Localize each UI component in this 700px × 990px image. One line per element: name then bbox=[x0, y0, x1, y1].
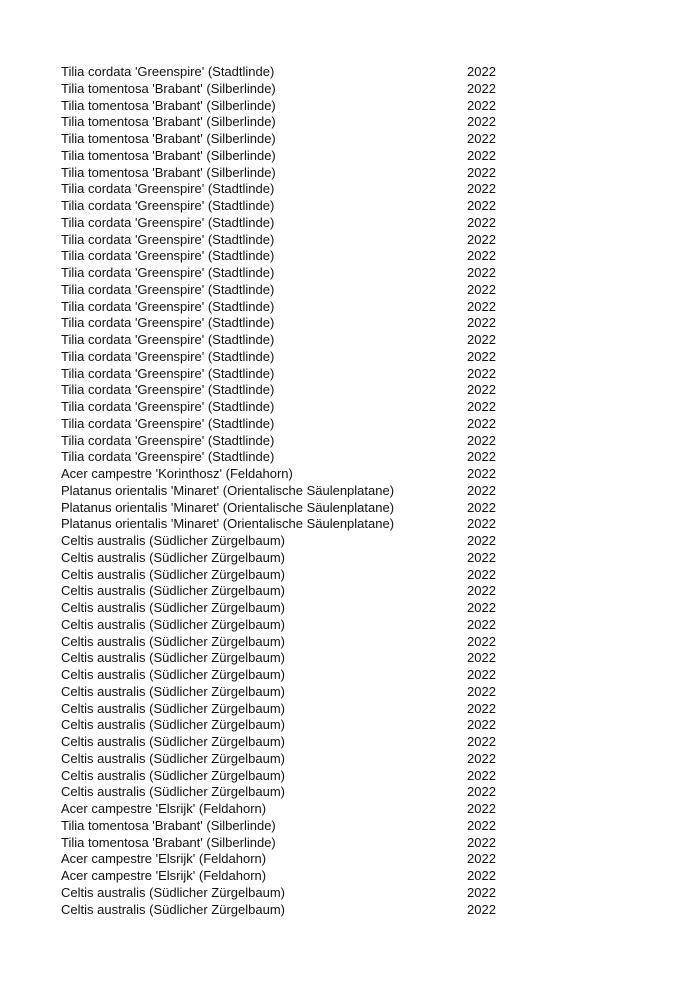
list-item bbox=[61, 851, 521, 868]
list-item bbox=[61, 684, 521, 701]
list-item bbox=[61, 114, 521, 131]
list-item bbox=[61, 282, 521, 299]
tree-species-name: Tilia cordata 'Greenspire' (Stadtlinde) bbox=[61, 298, 275, 314]
list-item bbox=[61, 902, 521, 919]
list-item bbox=[61, 248, 521, 265]
tree-list bbox=[61, 64, 521, 918]
tree-species-name: Celtis australis (Südlicher Zürgelbaum) bbox=[61, 633, 285, 649]
tree-species-name: Celtis australis (Südlicher Zürgelbaum) bbox=[61, 884, 285, 900]
tree-species-name: Celtis australis (Südlicher Zürgelbaum) bbox=[61, 717, 285, 733]
list-item bbox=[61, 433, 521, 450]
tree-species-name: Celtis australis (Südlicher Zürgelbaum) bbox=[61, 549, 285, 565]
planting-year: 2022 bbox=[467, 834, 496, 850]
list-item bbox=[61, 64, 521, 81]
planting-year: 2022 bbox=[467, 281, 496, 297]
planting-year: 2022 bbox=[467, 516, 496, 532]
list-item bbox=[61, 466, 521, 483]
list-item bbox=[61, 667, 521, 684]
list-item bbox=[61, 650, 521, 667]
planting-year: 2022 bbox=[467, 868, 496, 883]
tree-species-name: Acer campestre 'Elsrijk' (Feldahorn) bbox=[61, 851, 267, 867]
tree-species-name: Celtis australis (Südlicher Zürgelbaum) bbox=[61, 583, 285, 599]
planting-year: 2022 bbox=[467, 432, 496, 448]
tree-species-name: Tilia tomentosa 'Brabant' (Silberlinde) bbox=[61, 114, 276, 130]
tree-species-name: Celtis australis (Südlicher Zürgelbaum) bbox=[61, 700, 285, 716]
planting-year: 2022 bbox=[467, 533, 496, 548]
planting-year: 2022 bbox=[467, 399, 496, 414]
tree-species-name: Platanus orientalis 'Minaret' (Orientalische Säulenplatane) bbox=[61, 499, 395, 515]
planting-year: 2022 bbox=[467, 616, 496, 632]
list-item bbox=[61, 131, 521, 148]
list-item bbox=[61, 416, 521, 433]
list-item bbox=[61, 366, 521, 383]
tree-species-name: Celtis australis (Südlicher Zürgelbaum) bbox=[61, 750, 285, 766]
planting-year: 2022 bbox=[467, 114, 496, 130]
planting-year: 2022 bbox=[467, 750, 496, 766]
planting-year: 2022 bbox=[467, 549, 496, 565]
tree-species-name: Tilia cordata 'Greenspire' (Stadtlinde) bbox=[61, 198, 275, 213]
tree-species-name: Tilia cordata 'Greenspire' (Stadtlinde) bbox=[61, 382, 275, 398]
list-item bbox=[61, 600, 521, 617]
list-item bbox=[61, 567, 521, 584]
tree-species-name: Tilia cordata 'Greenspire' (Stadtlinde) bbox=[61, 214, 275, 230]
list-item bbox=[61, 717, 521, 734]
planting-year: 2022 bbox=[467, 449, 496, 465]
tree-species-name: Tilia cordata 'Greenspire' (Stadtlinde) bbox=[61, 415, 275, 431]
list-item bbox=[61, 533, 521, 550]
planting-year: 2022 bbox=[467, 415, 496, 431]
tree-species-name: Tilia cordata 'Greenspire' (Stadtlinde) bbox=[61, 332, 275, 347]
planting-year: 2022 bbox=[467, 332, 496, 347]
tree-species-name: Tilia tomentosa 'Brabant' (Silberlinde) bbox=[61, 131, 276, 146]
tree-species-name: Celtis australis (Südlicher Zürgelbaum) bbox=[61, 667, 285, 682]
planting-year: 2022 bbox=[467, 231, 496, 247]
tree-species-name: Tilia cordata 'Greenspire' (Stadtlinde) bbox=[61, 231, 275, 247]
tree-species-name: Celtis australis (Südlicher Zürgelbaum) bbox=[61, 683, 285, 699]
planting-year: 2022 bbox=[467, 248, 496, 264]
tree-species-name: Acer campestre 'Elsrijk' (Feldahorn) bbox=[61, 868, 267, 883]
planting-year: 2022 bbox=[467, 817, 496, 833]
tree-species-name: Tilia tomentosa 'Brabant' (Silberlinde) bbox=[61, 80, 276, 96]
tree-species-name: Celtis australis (Südlicher Zürgelbaum) bbox=[61, 784, 285, 800]
tree-species-name: Tilia cordata 'Greenspire' (Stadtlinde) bbox=[61, 348, 275, 364]
planting-year: 2022 bbox=[467, 600, 496, 615]
tree-species-name: Tilia cordata 'Greenspire' (Stadtlinde) bbox=[61, 64, 275, 79]
planting-year: 2022 bbox=[467, 97, 496, 113]
planting-year: 2022 bbox=[467, 884, 496, 900]
tree-species-name: Celtis australis (Südlicher Zürgelbaum) bbox=[61, 600, 285, 615]
list-item bbox=[61, 835, 521, 852]
tree-species-name: Celtis australis (Südlicher Zürgelbaum) bbox=[61, 533, 285, 548]
planting-year: 2022 bbox=[467, 466, 496, 481]
planting-year: 2022 bbox=[467, 80, 496, 96]
tree-species-name: Platanus orientalis 'Minaret' (Orientalische Säulenplatane) bbox=[61, 482, 395, 498]
list-item bbox=[61, 617, 521, 634]
planting-year: 2022 bbox=[467, 181, 496, 197]
tree-species-name: Tilia cordata 'Greenspire' (Stadtlinde) bbox=[61, 181, 275, 197]
planting-year: 2022 bbox=[467, 784, 496, 800]
tree-species-name: Platanus orientalis 'Minaret' (Orientalische Säulenplatane) bbox=[61, 516, 395, 532]
list-item bbox=[61, 449, 521, 466]
planting-year: 2022 bbox=[467, 198, 496, 213]
tree-species-name: Tilia cordata 'Greenspire' (Stadtlinde) bbox=[61, 365, 275, 381]
planting-year: 2022 bbox=[467, 700, 496, 716]
tree-species-name: Tilia cordata 'Greenspire' (Stadtlinde) bbox=[61, 399, 275, 414]
planting-year: 2022 bbox=[467, 214, 496, 230]
list-item bbox=[61, 399, 521, 416]
list-item bbox=[61, 500, 521, 517]
tree-species-name: Tilia cordata 'Greenspire' (Stadtlinde) bbox=[61, 248, 275, 264]
tree-species-name: Tilia tomentosa 'Brabant' (Silberlinde) bbox=[61, 164, 276, 180]
planting-year: 2022 bbox=[467, 315, 496, 331]
tree-species-name: Celtis australis (Südlicher Zürgelbaum) bbox=[61, 616, 285, 632]
tree-species-name: Celtis australis (Südlicher Zürgelbaum) bbox=[61, 566, 285, 582]
list-item bbox=[61, 550, 521, 567]
list-item bbox=[61, 81, 521, 98]
list-item bbox=[61, 165, 521, 182]
planting-year: 2022 bbox=[467, 499, 496, 515]
list-item bbox=[61, 299, 521, 316]
list-item bbox=[61, 516, 521, 533]
list-item bbox=[61, 483, 521, 500]
tree-species-name: Tilia tomentosa 'Brabant' (Silberlinde) bbox=[61, 817, 276, 833]
tree-species-name: Tilia tomentosa 'Brabant' (Silberlinde) bbox=[61, 147, 276, 163]
tree-species-name: Tilia cordata 'Greenspire' (Stadtlinde) bbox=[61, 265, 275, 280]
tree-species-name: Celtis australis (Südlicher Zürgelbaum) bbox=[61, 901, 285, 917]
tree-species-name: Tilia cordata 'Greenspire' (Stadtlinde) bbox=[61, 449, 275, 465]
tree-species-name: Celtis australis (Südlicher Zürgelbaum) bbox=[61, 734, 285, 749]
list-item bbox=[61, 181, 521, 198]
planting-year: 2022 bbox=[467, 147, 496, 163]
list-item bbox=[61, 332, 521, 349]
planting-year: 2022 bbox=[467, 901, 496, 917]
planting-year: 2022 bbox=[467, 717, 496, 733]
list-item bbox=[61, 382, 521, 399]
planting-year: 2022 bbox=[467, 482, 496, 498]
tree-species-name: Tilia cordata 'Greenspire' (Stadtlinde) bbox=[61, 281, 275, 297]
list-item bbox=[61, 784, 521, 801]
list-item bbox=[61, 98, 521, 115]
list-item bbox=[61, 701, 521, 718]
list-item bbox=[61, 198, 521, 215]
planting-year: 2022 bbox=[467, 650, 496, 666]
planting-year: 2022 bbox=[467, 64, 496, 79]
tree-species-name: Acer campestre 'Elsrijk' (Feldahorn) bbox=[61, 801, 267, 816]
tree-species-name: Celtis australis (Südlicher Zürgelbaum) bbox=[61, 767, 285, 783]
list-item bbox=[61, 818, 521, 835]
list-item bbox=[61, 349, 521, 366]
list-item bbox=[61, 885, 521, 902]
planting-year: 2022 bbox=[467, 767, 496, 783]
planting-year: 2022 bbox=[467, 566, 496, 582]
planting-year: 2022 bbox=[467, 164, 496, 180]
planting-year: 2022 bbox=[467, 667, 496, 682]
list-item bbox=[61, 315, 521, 332]
planting-year: 2022 bbox=[467, 131, 496, 146]
planting-year: 2022 bbox=[467, 365, 496, 381]
planting-year: 2022 bbox=[467, 734, 496, 749]
planting-year: 2022 bbox=[467, 801, 496, 816]
list-item bbox=[61, 232, 521, 249]
tree-species-name: Tilia cordata 'Greenspire' (Stadtlinde) bbox=[61, 432, 275, 448]
list-item bbox=[61, 768, 521, 785]
tree-species-name: Acer campestre 'Korinthosz' (Feldahorn) bbox=[61, 466, 293, 481]
planting-year: 2022 bbox=[467, 298, 496, 314]
planting-year: 2022 bbox=[467, 851, 496, 867]
planting-year: 2022 bbox=[467, 583, 496, 599]
list-item bbox=[61, 634, 521, 651]
tree-species-name: Tilia tomentosa 'Brabant' (Silberlinde) bbox=[61, 834, 276, 850]
tree-species-name: Tilia tomentosa 'Brabant' (Silberlinde) bbox=[61, 97, 276, 113]
tree-species-name: Tilia cordata 'Greenspire' (Stadtlinde) bbox=[61, 315, 275, 331]
list-item bbox=[61, 751, 521, 768]
tree-species-name: Celtis australis (Südlicher Zürgelbaum) bbox=[61, 650, 285, 666]
planting-year: 2022 bbox=[467, 633, 496, 649]
planting-year: 2022 bbox=[467, 265, 496, 280]
list-item bbox=[61, 801, 521, 818]
list-item bbox=[61, 265, 521, 282]
list-item bbox=[61, 734, 521, 751]
list-item bbox=[61, 148, 521, 165]
planting-year: 2022 bbox=[467, 683, 496, 699]
list-item bbox=[61, 583, 521, 600]
list-item bbox=[61, 868, 521, 885]
planting-year: 2022 bbox=[467, 348, 496, 364]
planting-year: 2022 bbox=[467, 382, 496, 398]
list-item bbox=[61, 215, 521, 232]
